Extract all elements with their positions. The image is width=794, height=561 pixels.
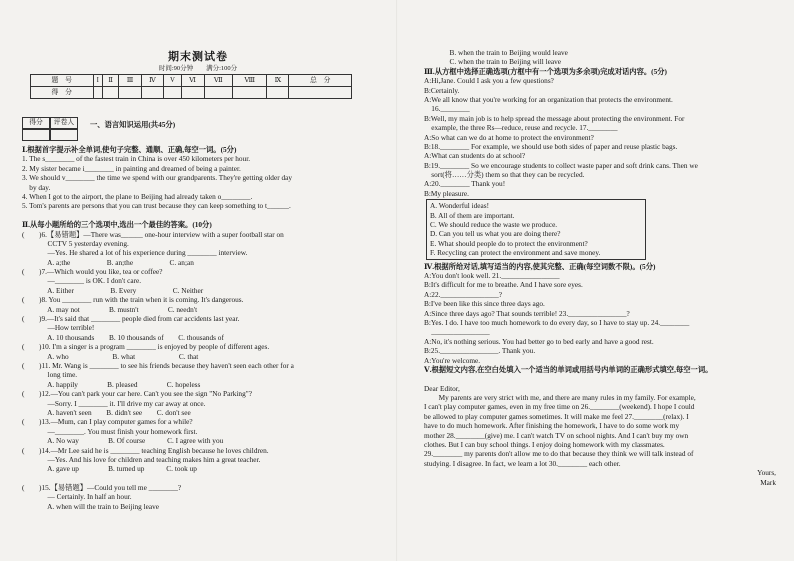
section4-dialogue — [424, 271, 776, 365]
score-table-header-row — [31, 75, 352, 87]
letter-line: be allowed to play computer games sometimes. It will make me feel 27.________(relax). I — [424, 411, 689, 421]
letter-line: clothes. But I can buy school things. I enjoy doing homework with my classmates. — [424, 440, 665, 450]
question-line: —Yes. And his love for children and teaching makes him a great teacher. — [22, 454, 261, 464]
score-cell[interactable] — [204, 87, 233, 99]
section5-title: Ⅴ.根据短文内容,在空白处填入一个适当的单词或用括号内单词的正确形式填空,每空一词。 — [424, 364, 713, 374]
score-cell[interactable] — [267, 87, 289, 99]
score-cell[interactable] — [103, 87, 119, 99]
letter-line: Dear Editor, — [424, 383, 460, 393]
score-header-cell: 题 号 — [31, 75, 94, 87]
score-header-cell: V — [164, 75, 181, 87]
score-cell[interactable] — [289, 87, 352, 99]
letter-line: have to do much homework. After finishing the homework, I have to do some work my — [424, 421, 680, 431]
question-line: ( )13.—Mum, can I play computer games for a while? — [22, 417, 193, 427]
grader-name-label: 评卷人 — [50, 117, 78, 129]
option-line: F. Recycling can protect the environment and save money. — [430, 248, 601, 258]
section3-title: Ⅲ.从方框中选择正确选项(方框中有一个选项为多余项)完成对话内容。(5分) — [424, 66, 667, 76]
question-line: B. when the train to Beijing would leave — [424, 48, 568, 57]
section5-letter — [424, 384, 776, 469]
question-line: A. when will the train to Beijing leave — [22, 501, 159, 511]
dialogue-line: B:19.________ So we encourage students to collect waste paper and soft drink cans. Then we — [424, 160, 698, 170]
question-line: 4. When I got to the airport, the plane to Beijing had already taken o________. — [22, 191, 253, 201]
question-line: ( )11. Mr. Wang is ________ to see his friends because they haven't seen each other for a — [22, 360, 294, 370]
q15-options-continued — [424, 48, 776, 67]
score-cell[interactable] — [119, 87, 141, 99]
dialogue-line: A:You're welcome. — [424, 355, 481, 365]
question-line: ( )14.—Mr Lee said he is ________ teaching English because he loves children. — [22, 445, 269, 455]
score-cell[interactable] — [233, 87, 267, 99]
question-line: A. gave up B. turned up C. took up — [22, 464, 197, 474]
question-line: ( )12.—You can't park your car here. Can't you see the sign "No Parking"? — [22, 389, 252, 399]
dialogue-line: A:No, it's nothing serious. You had better go to bed early and have a good rest. — [424, 336, 654, 346]
score-header-cell: I — [93, 75, 103, 87]
grader-name-cell[interactable] — [50, 129, 78, 141]
score-cell[interactable] — [181, 87, 204, 99]
score-row-label: 得 分 — [31, 87, 94, 99]
left-question-list — [22, 145, 374, 511]
dialogue-line: A:20.________ Thank you! — [424, 179, 506, 189]
option-line: B. All of them are important. — [430, 210, 515, 220]
question-line — [22, 211, 374, 220]
question-line: A. who B. what C. that — [22, 351, 199, 361]
question-line: by day. — [22, 182, 51, 192]
question-line: A. No way B. Of course C. I agree with you — [22, 436, 224, 446]
question-line: A. Either B. Every C. Neither — [22, 285, 204, 295]
question-line: ( )7.—Which would you like, tea or coffee? — [22, 267, 163, 277]
section5-score-row — [424, 374, 776, 383]
section4-title: Ⅳ.根据所给对话,填写适当的内容,使其完整、正确(每空词数不限)。(5分) — [424, 261, 656, 271]
question-line: A. may not B. mustn't C. needn't — [22, 304, 198, 314]
left-column — [22, 0, 374, 511]
question-line: —Sorry. I ________ it. I'll drive my car away at once. — [22, 398, 206, 408]
option-line: A. Wonderful ideas! — [430, 201, 490, 211]
question-line: —________ is OK. I don't care. — [22, 276, 142, 286]
grader-score-cell[interactable] — [22, 129, 50, 141]
question-line: Ⅰ.根据首字提示补全单词,使句子完整、通顺、正确,每空一词。(5分) — [22, 145, 237, 154]
score-header-cell: Ⅶ — [204, 75, 233, 87]
dialogue-line: B:Certainly. — [424, 85, 460, 95]
score-cell[interactable] — [93, 87, 103, 99]
score-header-cell: Ⅲ — [119, 75, 141, 87]
dialogue-line: A:22.________________? — [424, 289, 503, 299]
dialogue-line: A:What can students do at school? — [424, 151, 526, 161]
option-line: C. We should reduce the waste we produce. — [430, 220, 558, 230]
dialogue-line: B:25.________________. Thank you. — [424, 346, 536, 356]
question-line: 1. The s________ of the fastest train in China is over 450 kilometers per hour. — [22, 154, 251, 164]
question-line: 3. We should v________ the time we spend with our grandparents. They're getting older day — [22, 173, 292, 183]
score-header-cell: Ⅱ — [103, 75, 119, 87]
question-line: C. when the train to Beijing will leave — [424, 57, 561, 67]
dialogue-line: A:Hi,Jane. Could I ask you a few questions? — [424, 76, 554, 86]
letter-line: I can't play computer games, even in my free time on 26.________(weekend). I hope I could — [424, 402, 695, 412]
question-line: long time. — [22, 370, 78, 380]
dialogue-line: ________________ — [424, 327, 490, 337]
question-line: ( )8. You ________ run with the train when it is coming. It's dangerous. — [22, 295, 244, 305]
score-cell[interactable] — [141, 87, 164, 99]
grader-box — [22, 117, 374, 129]
question-line: ( )9.—It's said that ________ people died from car accidents last year. — [22, 314, 240, 324]
section3-dialogue — [424, 76, 776, 198]
dialogue-line: B:My pleasure. — [424, 188, 469, 198]
right-column — [424, 48, 776, 487]
letter-line: studying. I disagree. In fact, we learn a lot 30.________ each other. — [424, 458, 621, 468]
section3-options-box — [426, 199, 646, 259]
grader-blank-row — [22, 129, 374, 141]
question-line: Ⅱ.从每小题所给的三个选项中,选出一个最佳的答案。(10分) — [22, 220, 212, 230]
question-line: 5. Tom's parents are persons that you can trust because they can keep something to t______. — [22, 201, 291, 211]
question-line: A. happily B. pleased C. hopeless — [22, 379, 201, 389]
question-line: — Certainly. In half an hour. — [22, 492, 132, 502]
letter-signature: Mark — [760, 477, 776, 487]
score-header-cell: Ⅵ — [181, 75, 204, 87]
option-line: E. What should people do to protect the environment? — [430, 238, 588, 248]
question-line: 2. My sister became i________ in painting and dreamed of being a painter. — [22, 163, 241, 173]
dialogue-line: sort(将……分类) them so that they can be recycled. — [424, 170, 585, 180]
dialogue-line: B:It's difficult for me to breathe. And I have sore eyes. — [424, 280, 583, 290]
question-line: CCTV 5 yesterday evening. — [22, 238, 129, 248]
question-line: ( )6.【易错题】—There was______ one-hour interview with a super football star on — [22, 229, 284, 239]
exam-title: 期末测试卷 — [168, 51, 228, 63]
score-header-cell: Ⅷ — [233, 75, 267, 87]
question-line — [22, 474, 374, 483]
dialogue-line: B:I've been like this since three days ago. — [424, 299, 545, 309]
score-header-cell: Ⅸ — [267, 75, 289, 87]
dialogue-line: B:Yes. I do. I have too much homework to do every day, so I have to stay up. 24.________ — [424, 317, 690, 327]
exam-subtitle: 时间:90分钟 满分:100分 — [158, 65, 238, 72]
question-line: —How terrible! — [22, 323, 95, 333]
question-line: ( )10. I'm a singer is a program ________ is enjoyed by people of different ages. — [22, 342, 270, 352]
letter-line: My parents are very strict with me, and there are many rules in my family. For example, — [424, 393, 696, 403]
letter-line: 29.________ my parents don't allow me to do that because they think we will talk instead of — [424, 449, 694, 459]
question-line: ( )15.【易错题】—Could you tell me ________? — [22, 483, 182, 493]
letter-line: mother 28.________(give) me. I can't watch TV on school nights. And I can't buy my own — [424, 430, 689, 440]
question-line: A. a;the B. an;the C. an;an — [22, 257, 194, 267]
question-line: A. haven't seen B. didn't see C. don't see — [22, 407, 191, 417]
option-line: D. Can you tell us what you are doing there? — [430, 229, 561, 239]
dialogue-line: A:We all know that you're working for an organization that protects the environment. — [424, 94, 673, 104]
grader-score-label: 得分 — [22, 117, 50, 129]
dialogue-line: example, the three Rs—reduce, reuse and recycle. 17.________ — [424, 123, 618, 133]
dialogue-line: 16.________ — [424, 104, 470, 114]
dialogue-line: B:Well, my main job is to help spread the message about protecting the environment. For — [424, 113, 685, 123]
score-table — [30, 74, 352, 99]
letter-closing: Yours, — [757, 468, 776, 478]
score-table-value-row — [31, 87, 352, 99]
dialogue-line: A:You don't look well. 21.________________ — [424, 270, 560, 280]
question-line: —________. You must finish your homework first. — [22, 426, 198, 436]
page-fold — [396, 0, 398, 561]
score-header-cell: 总 分 — [289, 75, 352, 87]
dialogue-line: A:So what can we do at home to protect the environment? — [424, 132, 594, 142]
section-title: 一、语言知识运用(共45分) — [90, 119, 176, 129]
question-line: —Yes. He shared a lot of his experience during ________ interview. — [22, 248, 248, 258]
dialogue-line: A:Since three days ago? That sounds terrible! 23.________________? — [424, 308, 630, 318]
question-line: A. 10 thousands B. 10 thousands of C. thousands of — [22, 332, 224, 342]
dialogue-line: B:18.________ For example, we should use both sides of paper and reuse plastic bags. — [424, 141, 678, 151]
score-cell[interactable] — [164, 87, 181, 99]
score-header-cell: Ⅳ — [141, 75, 164, 87]
